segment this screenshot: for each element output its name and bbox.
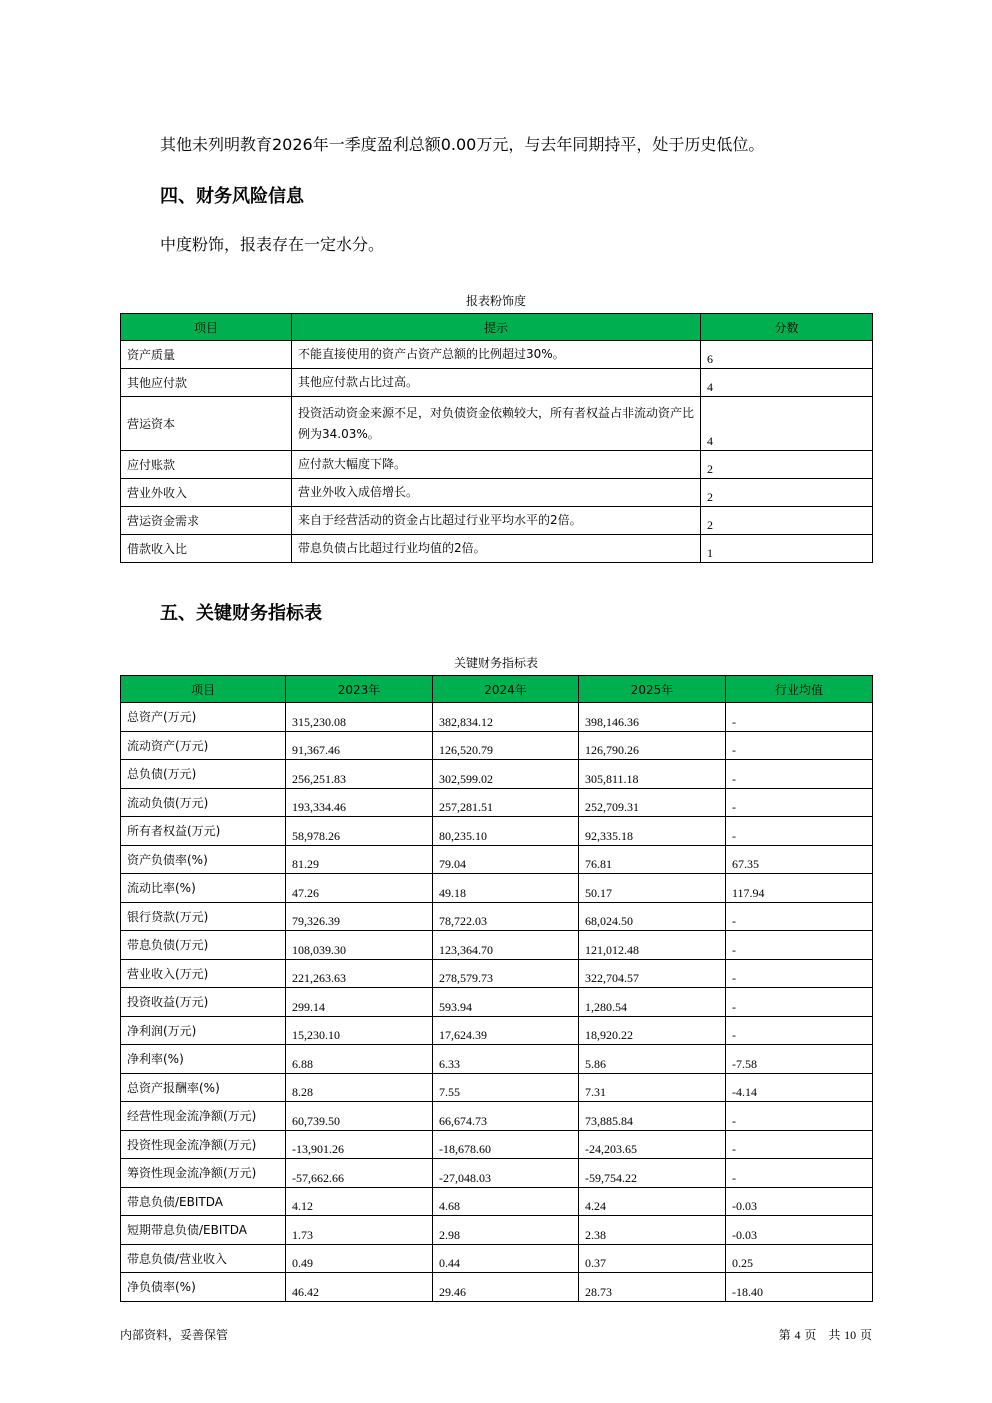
table-row xyxy=(121,479,873,507)
kpi-industry-avg-cell: -0.03 xyxy=(726,1216,873,1245)
table-row xyxy=(121,1016,873,1045)
kpi-2025-cell: 18,920.22 xyxy=(579,1016,726,1045)
footer-page-number xyxy=(779,1326,872,1343)
section-5-title: 五、关键财务指标表 xyxy=(160,603,322,624)
risk-header-hint: 提示 xyxy=(292,314,701,341)
kpi-industry-avg-cell: - xyxy=(726,1159,873,1188)
risk-hint-cell: 其他应付款占比过高。 xyxy=(292,369,701,397)
risk-score-cell: 2 xyxy=(701,479,873,507)
kpi-2025-cell: 92,335.18 xyxy=(579,817,726,846)
kpi-industry-avg-cell: 0.25 xyxy=(726,1244,873,1273)
kpi-industry-avg-cell: - xyxy=(726,1016,873,1045)
kpi-2023-cell: 1.73 xyxy=(286,1216,433,1245)
kpi-2025-cell: 73,885.84 xyxy=(579,1102,726,1131)
kpi-2023-cell: 4.12 xyxy=(286,1187,433,1216)
risk-item-cell: 资产质量 xyxy=(121,341,292,369)
kpi-2023-cell: 221,263.63 xyxy=(286,959,433,988)
kpi-2024-cell: 126,520.79 xyxy=(433,731,579,760)
table-row xyxy=(121,703,873,732)
kpi-industry-avg-cell: - xyxy=(726,931,873,960)
table-row xyxy=(121,1273,873,1302)
kpi-2023-cell: 8.28 xyxy=(286,1073,433,1102)
kpi-item-cell: 投资收益(万元) xyxy=(121,988,286,1017)
footer-page-suffix: 页 xyxy=(859,1328,872,1342)
kpi-2024-cell: 80,235.10 xyxy=(433,817,579,846)
kpi-item-cell: 流动负债(万元) xyxy=(121,788,286,817)
kpi-2025-cell: 0.37 xyxy=(579,1244,726,1273)
kpi-industry-avg-cell: - xyxy=(726,1130,873,1159)
kpi-item-cell: 带息负债/营业收入 xyxy=(121,1244,286,1273)
kpi-table-header-row xyxy=(121,676,873,703)
footer-page-prefix: 第 xyxy=(778,1328,791,1342)
table-row xyxy=(121,1073,873,1102)
kpi-2023-cell: 79,326.39 xyxy=(286,902,433,931)
kpi-2024-cell: 79.04 xyxy=(433,845,579,874)
kpi-2025-cell: 68,024.50 xyxy=(579,902,726,931)
table-row xyxy=(121,1216,873,1245)
risk-item-cell: 其他应付款 xyxy=(121,369,292,397)
kpi-2024-cell: -27,048.03 xyxy=(433,1159,579,1188)
risk-table xyxy=(120,313,873,563)
kpi-industry-avg-cell: - xyxy=(726,1102,873,1131)
kpi-item-cell: 银行贷款(万元) xyxy=(121,902,286,931)
table-row xyxy=(121,451,873,479)
kpi-2025-cell: 5.86 xyxy=(579,1045,726,1074)
kpi-2023-cell: 91,367.46 xyxy=(286,731,433,760)
kpi-industry-avg-cell: 117.94 xyxy=(726,874,873,903)
kpi-2024-cell: 4.68 xyxy=(433,1187,579,1216)
kpi-2025-cell: 7.31 xyxy=(579,1073,726,1102)
table-row xyxy=(121,988,873,1017)
kpi-item-cell: 带息负债(万元) xyxy=(121,931,286,960)
kpi-2024-cell: 257,281.51 xyxy=(433,788,579,817)
kpi-industry-avg-cell: - xyxy=(726,760,873,789)
footer-page-total: 10 xyxy=(844,1328,857,1342)
kpi-item-cell: 所有者权益(万元) xyxy=(121,817,286,846)
table-row xyxy=(121,1102,873,1131)
kpi-item-cell: 总负债(万元) xyxy=(121,760,286,789)
kpi-industry-avg-cell: - xyxy=(726,988,873,1017)
kpi-2024-cell: 17,624.39 xyxy=(433,1016,579,1045)
table-row xyxy=(121,397,873,451)
table-row xyxy=(121,874,873,903)
kpi-industry-avg-cell: - xyxy=(726,703,873,732)
table-row xyxy=(121,931,873,960)
kpi-2025-cell: 1,280.54 xyxy=(579,988,726,1017)
kpi-2025-cell: 398,146.36 xyxy=(579,703,726,732)
kpi-2023-cell: 47.26 xyxy=(286,874,433,903)
kpi-item-cell: 净利率(%) xyxy=(121,1045,286,1074)
kpi-industry-avg-cell: - xyxy=(726,731,873,760)
kpi-2025-cell: -24,203.65 xyxy=(579,1130,726,1159)
kpi-item-cell: 资产负债率(%) xyxy=(121,845,286,874)
kpi-2024-cell: 302,599.02 xyxy=(433,760,579,789)
paragraph-profit: 其他未列明教育2026年一季度盈利总额0.00万元，与去年同期持平，处于历史低位。 xyxy=(160,135,765,154)
table-row xyxy=(121,817,873,846)
risk-hint-cell: 应付款大幅度下降。 xyxy=(292,451,701,479)
risk-hint-cell: 不能直接使用的资产占资产总额的比例超过30%。 xyxy=(292,341,701,369)
risk-item-cell: 应付账款 xyxy=(121,451,292,479)
kpi-2024-cell: 0.44 xyxy=(433,1244,579,1273)
kpi-industry-avg-cell: - xyxy=(726,959,873,988)
risk-score-cell: 6 xyxy=(701,341,873,369)
kpi-header-2024: 2024年 xyxy=(433,676,579,703)
risk-score-cell: 1 xyxy=(701,535,873,563)
table-row xyxy=(121,341,873,369)
kpi-2024-cell: -18,678.60 xyxy=(433,1130,579,1159)
kpi-industry-avg-cell: -0.03 xyxy=(726,1187,873,1216)
risk-table-header-row xyxy=(121,314,873,341)
kpi-2023-cell: 81.29 xyxy=(286,845,433,874)
risk-hint-cell: 来自于经营活动的资金占比超过行业平均水平的2倍。 xyxy=(292,507,701,535)
table-row xyxy=(121,731,873,760)
table-row xyxy=(121,1187,873,1216)
kpi-item-cell: 短期带息负债/EBITDA xyxy=(121,1216,286,1245)
kpi-item-cell: 投资性现金流净额(万元) xyxy=(121,1130,286,1159)
kpi-2023-cell: 108,039.30 xyxy=(286,931,433,960)
kpi-2025-cell: 126,790.26 xyxy=(579,731,726,760)
risk-hint-cell: 带息负债占比超过行业均值的2倍。 xyxy=(292,535,701,563)
kpi-item-cell: 净利润(万元) xyxy=(121,1016,286,1045)
kpi-item-cell: 总资产(万元) xyxy=(121,703,286,732)
kpi-2023-cell: 256,251.83 xyxy=(286,760,433,789)
footer-page-current: 4 xyxy=(794,1328,801,1342)
kpi-industry-avg-cell: - xyxy=(726,817,873,846)
kpi-2024-cell: 593.94 xyxy=(433,988,579,1017)
kpi-table-caption: 关键财务指标表 xyxy=(453,656,538,670)
kpi-2024-cell: 29.46 xyxy=(433,1273,579,1302)
table-row xyxy=(121,788,873,817)
kpi-2023-cell: 58,978.26 xyxy=(286,817,433,846)
kpi-industry-avg-cell: - xyxy=(726,788,873,817)
kpi-2023-cell: -57,662.66 xyxy=(286,1159,433,1188)
risk-table-caption: 报表粉饰度 xyxy=(465,294,526,308)
table-row xyxy=(121,760,873,789)
section-4-title: 四、财务风险信息 xyxy=(160,186,304,207)
table-row xyxy=(121,1244,873,1273)
kpi-2023-cell: 15,230.10 xyxy=(286,1016,433,1045)
risk-item-cell: 营运资金需求 xyxy=(121,507,292,535)
risk-hint-cell: 营业外收入成倍增长。 xyxy=(292,479,701,507)
risk-score-cell: 2 xyxy=(701,507,873,535)
kpi-2025-cell: 121,012.48 xyxy=(579,931,726,960)
kpi-item-cell: 总资产报酬率(%) xyxy=(121,1073,286,1102)
kpi-2025-cell: 50.17 xyxy=(579,874,726,903)
risk-score-cell: 4 xyxy=(701,369,873,397)
kpi-table xyxy=(120,675,873,1302)
kpi-2024-cell: 7.55 xyxy=(433,1073,579,1102)
risk-score-cell: 2 xyxy=(701,451,873,479)
kpi-item-cell: 带息负债/EBITDA xyxy=(121,1187,286,1216)
table-row xyxy=(121,1159,873,1188)
kpi-table-body xyxy=(121,703,873,1302)
kpi-2023-cell: 46.42 xyxy=(286,1273,433,1302)
risk-item-cell: 营业外收入 xyxy=(121,479,292,507)
kpi-item-cell: 营业收入(万元) xyxy=(121,959,286,988)
risk-header-score: 分数 xyxy=(701,314,873,341)
table-row xyxy=(121,1045,873,1074)
table-row xyxy=(121,535,873,563)
risk-score-cell: 4 xyxy=(701,397,873,451)
kpi-item-cell: 筹资性现金流净额(万元) xyxy=(121,1159,286,1188)
footer-confidential: 内部资料，妥善保管 xyxy=(120,1328,229,1342)
kpi-2023-cell: 6.88 xyxy=(286,1045,433,1074)
risk-header-item: 项目 xyxy=(121,314,292,341)
kpi-2024-cell: 278,579.73 xyxy=(433,959,579,988)
kpi-2025-cell: 28.73 xyxy=(579,1273,726,1302)
kpi-2025-cell: 4.24 xyxy=(579,1187,726,1216)
kpi-header-2023: 2023年 xyxy=(286,676,433,703)
kpi-header-industry-avg: 行业均值 xyxy=(726,676,873,703)
table-row xyxy=(121,507,873,535)
kpi-2024-cell: 382,834.12 xyxy=(433,703,579,732)
kpi-2025-cell: 2.38 xyxy=(579,1216,726,1245)
kpi-industry-avg-cell: 67.35 xyxy=(726,845,873,874)
kpi-2024-cell: 49.18 xyxy=(433,874,579,903)
kpi-industry-avg-cell: - xyxy=(726,902,873,931)
kpi-item-cell: 净负债率(%) xyxy=(121,1273,286,1302)
kpi-2024-cell: 66,674.73 xyxy=(433,1102,579,1131)
kpi-industry-avg-cell: -18.40 xyxy=(726,1273,873,1302)
table-row xyxy=(121,959,873,988)
risk-item-cell: 营运资本 xyxy=(121,397,292,451)
table-row xyxy=(121,845,873,874)
kpi-2023-cell: 299.14 xyxy=(286,988,433,1017)
kpi-item-cell: 流动比率(%) xyxy=(121,874,286,903)
kpi-2024-cell: 78,722.03 xyxy=(433,902,579,931)
risk-table-body xyxy=(121,341,873,563)
kpi-item-cell: 经营性现金流净额(万元) xyxy=(121,1102,286,1131)
paragraph-risk: 中度粉饰，报表存在一定水分。 xyxy=(160,235,385,254)
risk-item-cell: 借款收入比 xyxy=(121,535,292,563)
kpi-2023-cell: -13,901.26 xyxy=(286,1130,433,1159)
table-row xyxy=(121,369,873,397)
kpi-2025-cell: 252,709.31 xyxy=(579,788,726,817)
kpi-industry-avg-cell: -7.58 xyxy=(726,1045,873,1074)
kpi-industry-avg-cell: -4.14 xyxy=(726,1073,873,1102)
kpi-2025-cell: -59,754.22 xyxy=(579,1159,726,1188)
kpi-2023-cell: 193,334.46 xyxy=(286,788,433,817)
kpi-2024-cell: 123,364.70 xyxy=(433,931,579,960)
kpi-2023-cell: 0.49 xyxy=(286,1244,433,1273)
table-row xyxy=(121,1130,873,1159)
kpi-2025-cell: 76.81 xyxy=(579,845,726,874)
table-row xyxy=(121,902,873,931)
kpi-2024-cell: 6.33 xyxy=(433,1045,579,1074)
kpi-2025-cell: 305,811.18 xyxy=(579,760,726,789)
footer-page-mid: 页 共 xyxy=(804,1328,841,1342)
kpi-2025-cell: 322,704.57 xyxy=(579,959,726,988)
kpi-2024-cell: 2.98 xyxy=(433,1216,579,1245)
risk-hint-cell: 投资活动资金来源不足，对负债资金依赖较大，所有者权益占非流动资产比例为34.03%。 xyxy=(292,397,701,451)
kpi-header-2025: 2025年 xyxy=(579,676,726,703)
kpi-item-cell: 流动资产(万元) xyxy=(121,731,286,760)
kpi-2023-cell: 315,230.08 xyxy=(286,703,433,732)
kpi-2023-cell: 60,739.50 xyxy=(286,1102,433,1131)
kpi-header-item: 项目 xyxy=(121,676,286,703)
